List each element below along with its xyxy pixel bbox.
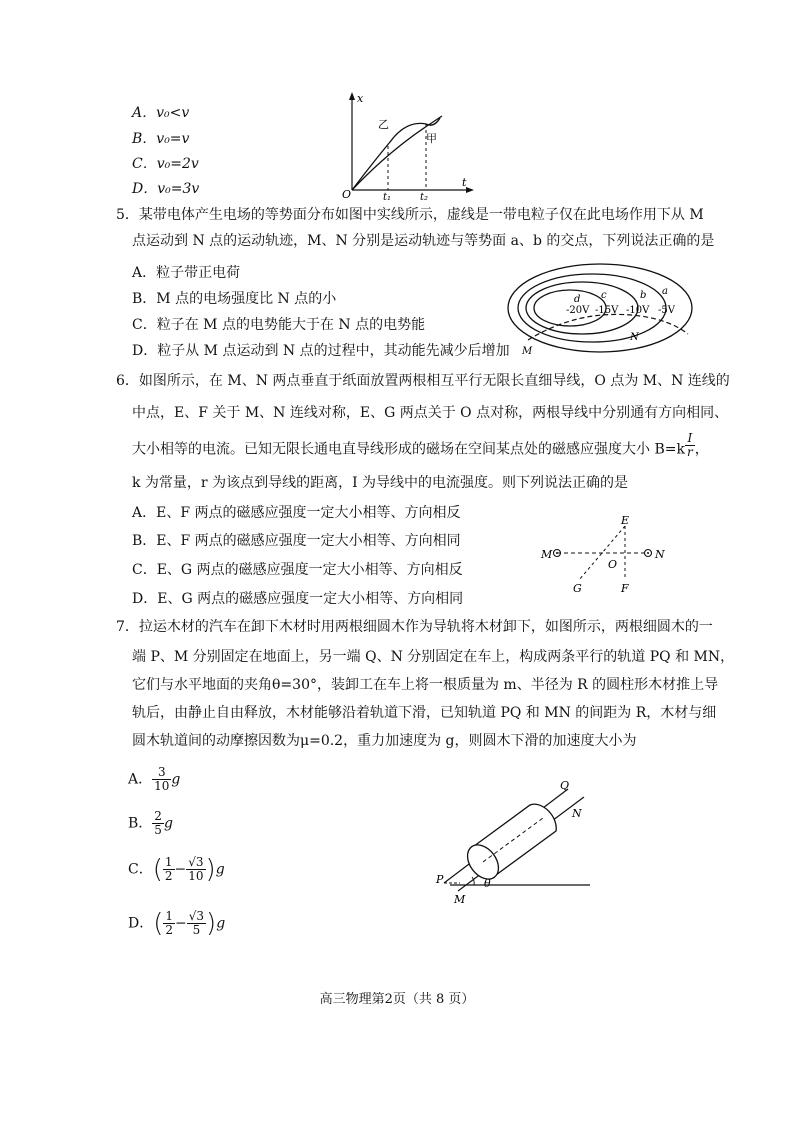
q6-option-b: B．E、F 两点的磁感应强度一定大小相等、方向相同	[132, 533, 461, 549]
line-jia	[352, 116, 442, 190]
q6-wires-figure	[535, 512, 675, 598]
q5-stem-line2: 点运动到 N 点的运动轨迹，M、N 分别是运动轨迹与等势面 a、b 的交点，下列说法正确的是	[132, 233, 715, 249]
curve-yi	[352, 118, 440, 190]
q6-stem-line3: 大小相等的电流。已知无限长通电直导线形成的磁场在空间某点处的磁感应强度大小 B=k $\frac{I}{r}$ ，	[132, 431, 709, 459]
pot-a: -5V	[658, 305, 675, 316]
label-n: N	[655, 548, 665, 561]
q7-option-a: A． $\frac{3}{10}$ g	[128, 765, 181, 793]
cylinder-log	[461, 804, 556, 885]
q7-stem-line5: 圆木轨道间的动摩擦因数为μ=0.2，重力加速度为 g，则圆木下滑的加速度大小为	[132, 733, 637, 749]
q5-stem-line1: 5．某带电体产生电场的等势面分布如图中实线所示，虚线是一带电粒子仅在此电场作用下从 M	[116, 207, 704, 223]
q5-option-a: A．粒子带正电荷	[132, 265, 241, 281]
tick-t1: t₁	[383, 192, 392, 200]
q6-stem-line4: k 为常量，r 为该点到导线的距离，I 为导线中的电流强度。则下列说法正确的是	[132, 475, 629, 491]
q7-stem-line2: 端 P、M 分别固定在地面上，另一端 Q、N 分别固定在车上，构成两条平行的轨道 PQ 和 MN，	[132, 649, 735, 665]
label-n: N	[630, 332, 639, 343]
label-m: M	[541, 548, 553, 561]
axis-x-label: x	[357, 92, 364, 105]
q7-stem-line1: 7．拉运木材的汽车在卸下木材时用两根细圆木作为导轨将木材卸下，如图所示，两根细圆木的一	[116, 619, 713, 635]
label-c: c	[601, 290, 607, 301]
label-a: a	[662, 286, 668, 297]
origin-label: O	[342, 188, 352, 200]
q5-option-b: B．M 点的电场强度比 N 点的小	[132, 291, 337, 307]
label-g: G	[573, 582, 582, 595]
q5-option-c: C．粒子在 M 点的电势能大于在 N 点的电势能	[132, 317, 426, 333]
page-footer: 高三物理第2页（共 8 页）	[319, 992, 475, 1007]
q4-xt-graph	[330, 90, 480, 200]
q6-stem-line2: 中点，E、F 关于 M、N 连线对称，E、G 两点关于 O 点对称，两根导线中分别通有方向相同、	[132, 405, 729, 421]
q4-option-c: C．v₀=2v	[132, 156, 199, 172]
axis-t-label: t	[462, 176, 467, 189]
q6-stem-line1: 6．如图所示，在 M、N 两点垂直于纸面放置两根相互平行无限长直细导线，O 点为 M、N 连线的	[116, 373, 730, 389]
label-jia: 甲	[426, 132, 437, 145]
label-f: F	[621, 582, 629, 595]
frac-num: I	[685, 432, 695, 446]
pot-d: -20V	[566, 305, 590, 316]
label-e: E	[621, 514, 630, 527]
tick-t2: t₂	[420, 192, 429, 200]
label-p: P	[436, 873, 444, 886]
pot-b: -10V	[626, 305, 650, 316]
q7-option-b: B． $\frac{2}{5}$ g	[128, 809, 173, 837]
q4-option-d: D．v₀=3v	[132, 181, 200, 197]
label-q: Q	[560, 779, 570, 792]
label-b: b	[640, 290, 647, 301]
q6-option-c: C．E、G 两点的磁感应强度一定大小相等、方向相反	[132, 562, 463, 578]
label-o: O	[608, 558, 618, 571]
pot-c: -15V	[595, 305, 619, 316]
label-m: M	[454, 893, 466, 905]
q7-stem-line3: 它们与水平地面的夹角θ=30°，装卸工在车上将一根质量为 m、半径为 R 的圆柱形木材推上导	[132, 677, 719, 693]
label-yi: 乙	[378, 118, 389, 131]
q7-stem-line4: 轨后，由静止自由释放，木材能够沿着轨道下滑，已知轨道 PQ 和 MN 的间距为 R，木材与细	[132, 705, 717, 721]
label-theta: θ	[484, 877, 491, 890]
q4-option-a: A．v₀<v	[132, 105, 190, 121]
frac-den: r	[686, 445, 693, 459]
q7-incline-figure	[430, 775, 600, 905]
q6-option-a: A．E、F 两点的磁感应强度一定大小相等、方向相反	[132, 505, 461, 521]
label-m: M	[522, 346, 533, 357]
q4-option-b: B．v₀=v	[132, 131, 190, 147]
q6-option-d: D．E、G 两点的磁感应强度一定大小相等、方向相同	[132, 591, 464, 607]
label-d: d	[574, 294, 581, 305]
q7-option-c: C．( $\frac{1}{2}$ − $\frac{√3}{10}$ )g	[128, 854, 225, 885]
q5-option-d: D．粒子从 M 点运动到 N 点的过程中，其动能先减少后增加	[132, 343, 510, 359]
q7-option-d: D．( $\frac{1}{2}$ − $\frac{√3}{5}$ )g	[128, 908, 226, 939]
label-n: N	[572, 807, 582, 820]
q5-equipotential-figure	[500, 258, 700, 358]
